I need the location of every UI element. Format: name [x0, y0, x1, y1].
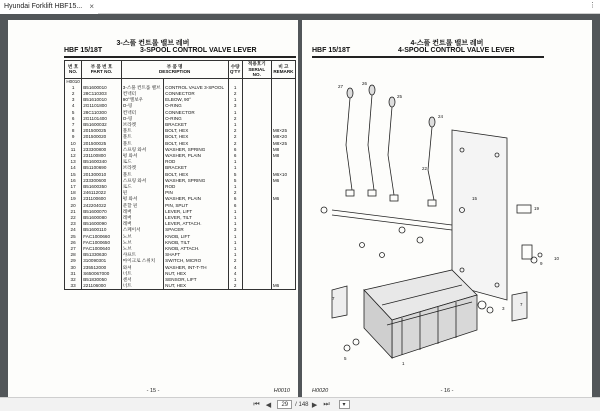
- cell-rem: M8: [271, 153, 295, 159]
- cell-pn: FAC1000650: [82, 240, 122, 246]
- svg-text:7: 7: [520, 302, 523, 307]
- cell-rem: M8×25: [271, 141, 295, 147]
- cell-pn: 235512000: [82, 265, 122, 271]
- hdr-remark: 비 고 REMARK: [271, 61, 295, 79]
- cell-no: 1: [65, 85, 82, 91]
- right-title-rule: [312, 56, 544, 58]
- cell-pn: B51600340: [82, 159, 122, 165]
- cell-no: 7: [65, 122, 82, 128]
- svg-text:7: 7: [332, 296, 335, 301]
- cell-qty: 2: [228, 258, 242, 264]
- left-page-number: - 15 -: [146, 388, 160, 394]
- prev-page-button[interactable]: ◀: [265, 401, 272, 409]
- cell-desc: SWITCH, MICRO: [164, 258, 228, 264]
- cell-rem: M6×10: [271, 172, 295, 178]
- hdr-no: 번 호 NO.: [65, 61, 82, 79]
- cell-no: 24: [65, 227, 82, 233]
- lever-2: [368, 85, 375, 190]
- zoom-select[interactable]: [339, 400, 350, 409]
- cell-kr: 3-스풀 컨트롤 밸브: [121, 85, 163, 91]
- first-page-button[interactable]: ⏮: [253, 400, 260, 408]
- cell-pn: 201500020: [82, 134, 122, 140]
- cell-qty: 1: [228, 277, 242, 283]
- cell-pn: 28C110300: [82, 110, 122, 116]
- cell-desc: WASHER, INT-T-TH: [164, 265, 228, 271]
- cell-no: 29: [65, 258, 82, 264]
- cell-no: 20: [65, 203, 82, 209]
- cell-kr: 와셔: [121, 265, 163, 271]
- hardware-row: [332, 190, 452, 230]
- cell-kr: 너트: [121, 271, 163, 277]
- cell-kr: 스프링 와셔: [121, 178, 163, 184]
- hdr-description: 부 품 명 DESCRIPTION: [121, 61, 228, 79]
- valve-body: [364, 270, 477, 358]
- left-footer-code: H0010: [273, 388, 290, 394]
- cell-pn: 231100800: [82, 153, 122, 159]
- cell-kr: O-링: [121, 116, 163, 122]
- cell-qty: 1: [228, 165, 242, 171]
- cell-qty: 2: [228, 134, 242, 140]
- exploded-diagram: [302, 60, 592, 380]
- cell-desc: SPACER: [164, 227, 228, 233]
- cell-kr: 평 와셔: [121, 196, 163, 202]
- svg-text:1: 1: [402, 361, 405, 366]
- svg-text:15: 15: [472, 196, 478, 201]
- cell-pn: 201500025: [82, 128, 122, 134]
- close-icon[interactable]: ×: [89, 2, 94, 11]
- right-footer-code: H0020: [312, 388, 329, 394]
- cell-desc: WASHER, PLAIN: [164, 196, 228, 202]
- cell-desc: SHAFT: [164, 252, 228, 258]
- cell-kr: 브라켓: [121, 122, 163, 128]
- left-korean-title: 3-스풀 컨트롤 밸브 레버: [116, 40, 190, 47]
- cell-qty: 1: [228, 240, 242, 246]
- next-page-button[interactable]: ▶: [311, 401, 318, 409]
- cell-pn: B51600032: [82, 122, 122, 128]
- cell-pn: 2G1101400: [82, 116, 122, 122]
- svg-text:19: 19: [534, 206, 540, 211]
- cell-qty: 4: [228, 265, 242, 271]
- cell-pn: FAC1000660: [82, 234, 122, 240]
- cell-qty: 1: [228, 215, 242, 221]
- cell-kr: 너트: [121, 283, 163, 290]
- cell-pn: 233300600: [82, 178, 122, 184]
- cell-qty: 1: [228, 234, 242, 240]
- cell-no: 10: [65, 141, 82, 147]
- chevron-down-icon: ▾: [342, 402, 346, 408]
- cell-pn: 201300010: [82, 172, 122, 178]
- cell-qty: 6: [228, 203, 242, 209]
- cell-desc: BOLT, HEX: [164, 134, 228, 140]
- cell-no: 9: [65, 134, 82, 140]
- cell-no: 23: [65, 221, 82, 227]
- cell-kr: O-링: [121, 103, 163, 109]
- cell-kr: 스프링 와셔: [121, 147, 163, 153]
- page-number-input[interactable]: 29: [277, 400, 292, 409]
- cell-desc: WASHER, PLAIN: [164, 153, 228, 159]
- cell-desc: PIN: [164, 190, 228, 196]
- cell-desc: WASHER, SPRING: [164, 147, 228, 153]
- hdr-qty: 수량 Q'TY: [228, 61, 242, 79]
- cell-no: 6: [65, 116, 82, 122]
- document-tab[interactable]: [0, 0, 98, 14]
- cell-no: 12: [65, 153, 82, 159]
- cell-qty: 1: [228, 97, 242, 103]
- total-pages: / 148: [295, 401, 309, 408]
- cell-kr: 볼트: [121, 134, 163, 140]
- cell-rem: M8: [271, 147, 295, 153]
- cell-pn: 242204022: [82, 203, 122, 209]
- cell-no: 4: [65, 103, 82, 109]
- cell-no: 17: [65, 184, 82, 190]
- cell-rem: M6: [271, 283, 295, 290]
- cell-kr: 노브: [121, 246, 163, 252]
- table-row: [65, 283, 296, 290]
- cell-qty: 1: [228, 159, 242, 165]
- lever-3: [388, 97, 395, 195]
- cell-qty: 5: [228, 178, 242, 184]
- cell-qty: 6: [228, 196, 242, 202]
- cell-no: 15: [65, 172, 82, 178]
- cell-qty: 2: [228, 190, 242, 196]
- svg-text:10: 10: [554, 256, 560, 261]
- cell-pn: B51330630: [82, 252, 122, 258]
- cell-qty: 3: [228, 227, 242, 233]
- cell-no: 32: [65, 277, 82, 283]
- document-tab-title: Hyundai Forklift HBF15...: [4, 3, 83, 10]
- cell-rem: M8×20: [271, 134, 295, 140]
- cell-pn: B51600010: [82, 85, 122, 91]
- cell-kr: 노브: [121, 240, 163, 246]
- cell-desc: KNOB, TILT: [164, 240, 228, 246]
- cell-desc: ELBOW, 90°: [164, 97, 228, 103]
- cell-pn: 221106000: [82, 283, 122, 290]
- cell-kr: 마이크로 스위치: [121, 258, 163, 264]
- cell-kr: 핀: [121, 190, 163, 196]
- menu-icon[interactable]: ⋮: [589, 2, 596, 9]
- cell-kr: 레버: [121, 215, 163, 221]
- cell-desc: NUT, HEX: [164, 283, 228, 290]
- cell-qty: 2: [228, 128, 242, 134]
- cell-pn: 233300800: [82, 147, 122, 153]
- hdr-serial: 적용호기 SERIAL NO.: [242, 61, 271, 79]
- cell-desc: O-RING: [164, 103, 228, 109]
- cell-pn: 201500025: [82, 141, 122, 147]
- cell-desc: BOLT, HEX: [164, 141, 228, 147]
- last-page-button[interactable]: ⏭: [323, 400, 330, 408]
- cell-no: 2: [65, 91, 82, 97]
- cell-qty: 1: [228, 110, 242, 116]
- cell-kr: 평 와셔: [121, 153, 163, 159]
- svg-text:22: 22: [422, 166, 428, 171]
- hdr-part-no: 부 품 번 호 PART NO.: [82, 61, 122, 79]
- cell-pn: B51600350: [82, 184, 122, 190]
- cell-kr: 로드: [121, 184, 163, 190]
- cell-kr: 센서: [121, 277, 163, 283]
- cell-kr: 샤프트: [121, 252, 163, 258]
- cell-no: 27: [65, 246, 82, 252]
- svg-text:25: 25: [397, 94, 403, 99]
- cell-desc: CONNECTOR: [164, 110, 228, 116]
- cell-kr: 레버: [121, 209, 163, 215]
- cell-no: 16: [65, 178, 82, 184]
- cell-desc: PIN, SPLIT: [164, 203, 228, 209]
- cell-pn: 28C110303: [82, 91, 122, 97]
- cell-desc: WASHER, SPRING: [164, 178, 228, 184]
- parts-table: [64, 60, 296, 290]
- cell-pn: B51600090: [82, 221, 122, 227]
- left-english-title: 3-SPOOL CONTROL VALVE LEVER: [140, 47, 257, 54]
- cell-qty: 3: [228, 103, 242, 109]
- cell-no: 18: [65, 190, 82, 196]
- cell-qty: 2: [228, 91, 242, 97]
- cell-kr: 컨넥터: [121, 91, 163, 97]
- cell-qty: 2: [228, 141, 242, 147]
- cell-kr: 볼트: [121, 141, 163, 147]
- cell-pn: B51600110: [82, 227, 122, 233]
- cell-no: 31: [65, 271, 82, 277]
- cell-desc: CONTROL VALVE 3-SPOOL: [164, 85, 228, 91]
- cell-qty: 6: [228, 147, 242, 153]
- cell-no: 25: [65, 234, 82, 240]
- cell-qty: 1: [228, 246, 242, 252]
- document-viewer[interactable]: [0, 14, 600, 397]
- cell-kr: 볼트: [121, 172, 163, 178]
- cell-no: 33: [65, 283, 82, 290]
- cell-pn: B51600080: [82, 215, 122, 221]
- cell-rem: M6: [271, 178, 295, 184]
- cell-no: 5: [65, 110, 82, 116]
- cell-kr: 브라켓: [121, 165, 163, 171]
- cell-desc: ROD: [164, 159, 228, 165]
- svg-text:5: 5: [344, 356, 347, 361]
- cell-pn: 231100600: [82, 196, 122, 202]
- window-controls: [589, 1, 596, 9]
- page-right: [302, 20, 592, 397]
- cell-desc: BOLT, HEX: [164, 172, 228, 178]
- cell-pn: B51830050: [82, 277, 122, 283]
- cell-no: 22: [65, 215, 82, 221]
- cell-kr: 볼트: [121, 128, 163, 134]
- cell-desc: KNOB, ATTACH.: [164, 246, 228, 252]
- cell-pn: B51600070: [82, 209, 122, 215]
- cell-desc: BOLT, HEX: [164, 128, 228, 134]
- cell-qty: 1: [228, 85, 242, 91]
- cell-kr: 로드: [121, 159, 163, 165]
- lever-4: [428, 117, 435, 200]
- cell-qty: 1: [228, 122, 242, 128]
- cell-no: 21: [65, 209, 82, 215]
- right-page-number: - 16 -: [440, 388, 454, 394]
- pdf-toolbar: [0, 397, 600, 411]
- cell-qty: 4: [228, 271, 242, 277]
- left-model: HBF 15/18T: [64, 47, 103, 54]
- cell-desc: SENSOR, LIFT: [164, 277, 228, 283]
- cell-no: 19: [65, 196, 82, 202]
- cell-kr: 분할 핀: [121, 203, 163, 209]
- svg-text:24: 24: [438, 114, 444, 119]
- svg-text:26: 26: [362, 81, 368, 86]
- cell-sn: [242, 283, 271, 290]
- cell-kr: 스페이서: [121, 227, 163, 233]
- cell-qty: 2: [228, 116, 242, 122]
- cell-desc: KNOB, LIFT: [164, 234, 228, 240]
- svg-text:9: 9: [540, 261, 543, 266]
- cell-qty: 1: [228, 184, 242, 190]
- left-title-rule: [64, 56, 296, 58]
- cell-pn: FAC1000640: [82, 246, 122, 252]
- page-left: [8, 20, 298, 397]
- svg-text:27: 27: [338, 84, 344, 89]
- cell-desc: LEVER, TILT: [164, 215, 228, 221]
- cell-pn: 246112022: [82, 190, 122, 196]
- right-english-title: 4-SPOOL CONTROL VALVE LEVER: [398, 47, 515, 54]
- group-code-row: H0010: [65, 78, 296, 85]
- cell-kr: 레버: [121, 221, 163, 227]
- title-bar: [0, 0, 600, 14]
- cell-qty: 2: [228, 283, 242, 290]
- cell-pn: B51610010: [82, 97, 122, 103]
- cell-qty: 5: [228, 172, 242, 178]
- cell-no: 8: [65, 128, 82, 134]
- cell-no: 11: [65, 147, 82, 153]
- cell-desc: ROD: [164, 184, 228, 190]
- cell-desc: BRACKET: [164, 122, 228, 128]
- cell-desc: O-RING: [164, 116, 228, 122]
- cell-no: 14: [65, 165, 82, 171]
- cell-no: 28: [65, 252, 82, 258]
- cell-pn: 2G1101800: [82, 103, 122, 109]
- cell-desc: LEVER, ATTACH.: [164, 221, 228, 227]
- right-model: HBF 15/18T: [312, 47, 351, 54]
- cell-pn: S650067000: [82, 271, 122, 277]
- cell-desc: NUT, HEX: [164, 271, 228, 277]
- cell-pn: 310090301: [82, 258, 122, 264]
- cell-kr: 노브: [121, 234, 163, 240]
- cell-desc: CONNECTOR: [164, 91, 228, 97]
- cell-kr: 90°엘보우: [121, 97, 163, 103]
- cell-qty: 6: [228, 153, 242, 159]
- cell-desc: BRACKET: [164, 165, 228, 171]
- cell-qty: 1: [228, 209, 242, 215]
- cell-rem: M8×25: [271, 128, 295, 134]
- cell-desc: LEVER, LIFT: [164, 209, 228, 215]
- cell-qty: 1: [228, 221, 242, 227]
- cell-kr: 컨넥터: [121, 110, 163, 116]
- cell-rem: M6: [271, 196, 295, 202]
- cell-no: 3: [65, 97, 82, 103]
- svg-text:3: 3: [502, 306, 505, 311]
- cell-qty: 1: [228, 252, 242, 258]
- cell-no: 13: [65, 159, 82, 165]
- lever-1: [346, 88, 353, 190]
- cell-no: 26: [65, 240, 82, 246]
- cell-pn: B51100690: [82, 165, 122, 171]
- cell-no: 30: [65, 265, 82, 271]
- right-korean-title: 4-스풀 컨트롤 밸브 레버: [410, 40, 484, 47]
